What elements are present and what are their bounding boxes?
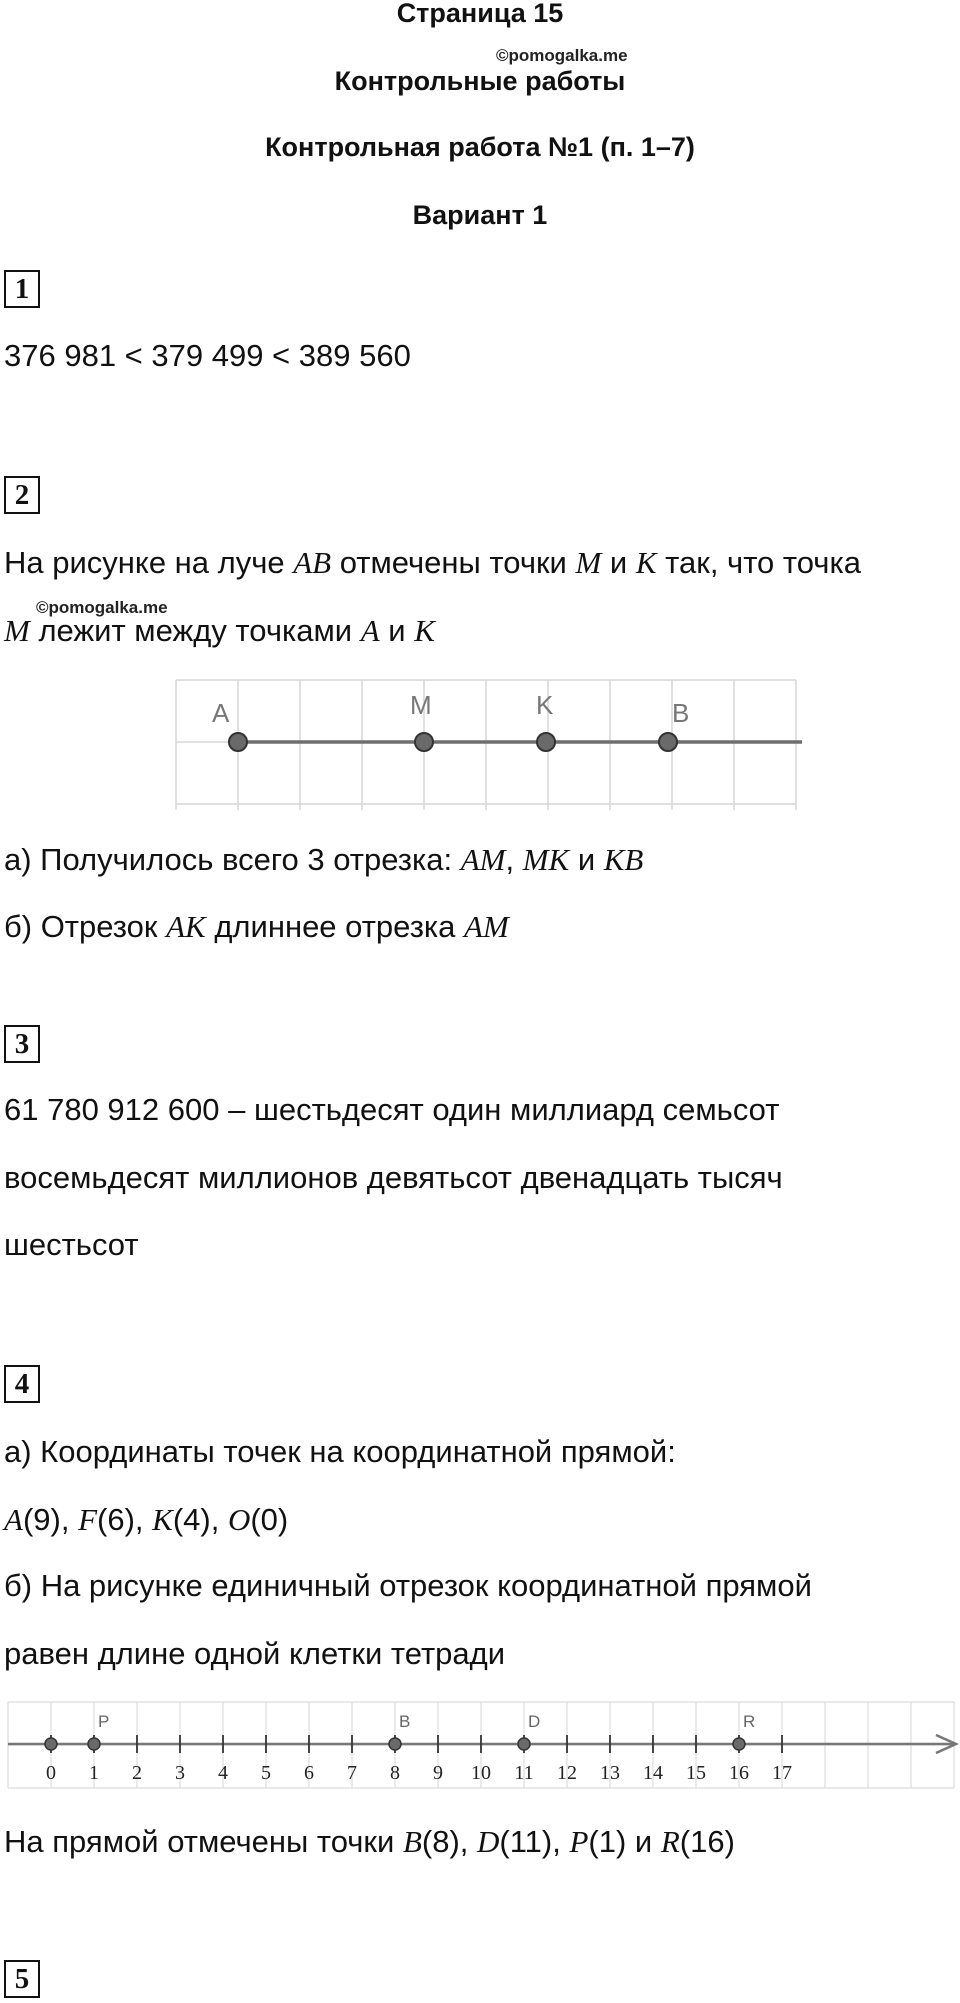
axis-tick-label: 13 [600,1762,620,1784]
task2-line1: На рисунке на луче AB отмечены точки M и K так, что точка [4,545,861,580]
axis-tick-label: 17 [772,1762,792,1784]
label-B: B [672,698,690,728]
axis-tick-label: 10 [471,1762,491,1784]
task4-line-b1: б) На рисунке единичный отрезок координатной прямой [4,1568,812,1603]
axis-tick-label: 14 [643,1762,663,1784]
ray-figure [170,674,810,814]
axis-point-label: R [743,1712,756,1731]
point-M [415,733,433,751]
axis-tick-label: 9 [433,1762,443,1784]
axis-point [733,1738,745,1750]
axis-point [389,1738,401,1750]
task2-answer-b: б) Отрезок AK длиннее отрезка AM [4,909,509,944]
task4-line-b2: равен длине одной клетки тетради [4,1636,506,1671]
axis-tick-label: 6 [304,1762,314,1784]
axis-point [45,1738,57,1750]
task3-line2: восемьдесят миллионов девятьсот двенадцать тысяч [4,1160,783,1195]
task4-line-a: а) Координаты точек на координатной прямой: [4,1434,676,1469]
axis-tick-label: 3 [175,1762,185,1784]
task1-text: 376 981 < 379 499 < 389 560 [4,338,411,373]
point-A [229,733,247,751]
task2-line2: M лежит между точками A и K [4,613,435,648]
task3-line1: 61 780 912 600 – шестьдесят один миллиард семьсот [4,1092,780,1127]
grid [176,680,796,810]
axis-tick-label: 8 [390,1762,400,1784]
axis-tick-label: 16 [729,1762,749,1784]
axis-tick-label: 7 [347,1762,357,1784]
task-number-3: 3 [4,1025,40,1063]
axis-tick-label: 4 [218,1762,228,1784]
task-number-5: 5 [4,1960,40,1998]
axis-tick-label: 12 [557,1762,577,1784]
axis-point-label: D [528,1712,541,1731]
point-B [659,733,677,751]
point-K [537,733,555,751]
variant-title: Вариант 1 [412,200,548,230]
section-title: Контрольные работы [334,66,626,96]
axis-point-label: P [98,1712,110,1731]
axis-point [518,1738,530,1750]
task4-result: На прямой отмечены точки B(8), D(11), P(1) и R(16) [4,1824,735,1859]
axis-tick-label: 1 [89,1762,99,1784]
task2-answer-a: а) Получилось всего 3 отрезка: AM, MK и KB [4,842,644,877]
task-number-1: 1 [4,270,40,308]
axis-tick-label: 5 [261,1762,271,1784]
axis-tick-label: 0 [46,1762,56,1784]
label-K: K [536,690,554,720]
label-A: A [212,698,230,728]
task-number-4: 4 [4,1365,40,1403]
axis-tick-label: 15 [686,1762,706,1784]
watermark: ©pomogalka.me [496,46,628,65]
label-M: M [410,690,432,720]
axis-point [88,1738,100,1750]
task3-line3: шестьсот [4,1227,139,1262]
coordinate-line [0,1696,960,1796]
page-title: Страница 15 [396,0,564,28]
task-number-2: 2 [4,476,40,514]
watermark: ©pomogalka.me [36,598,168,617]
axis-tick-label: 11 [514,1762,534,1784]
axis-tick-label: 2 [132,1762,142,1784]
work-title: Контрольная работа №1 (п. 1–7) [265,132,695,162]
axis-point-label: B [399,1712,411,1731]
task4-coords: A(9), F(6), K(4), O(0) [4,1502,289,1537]
